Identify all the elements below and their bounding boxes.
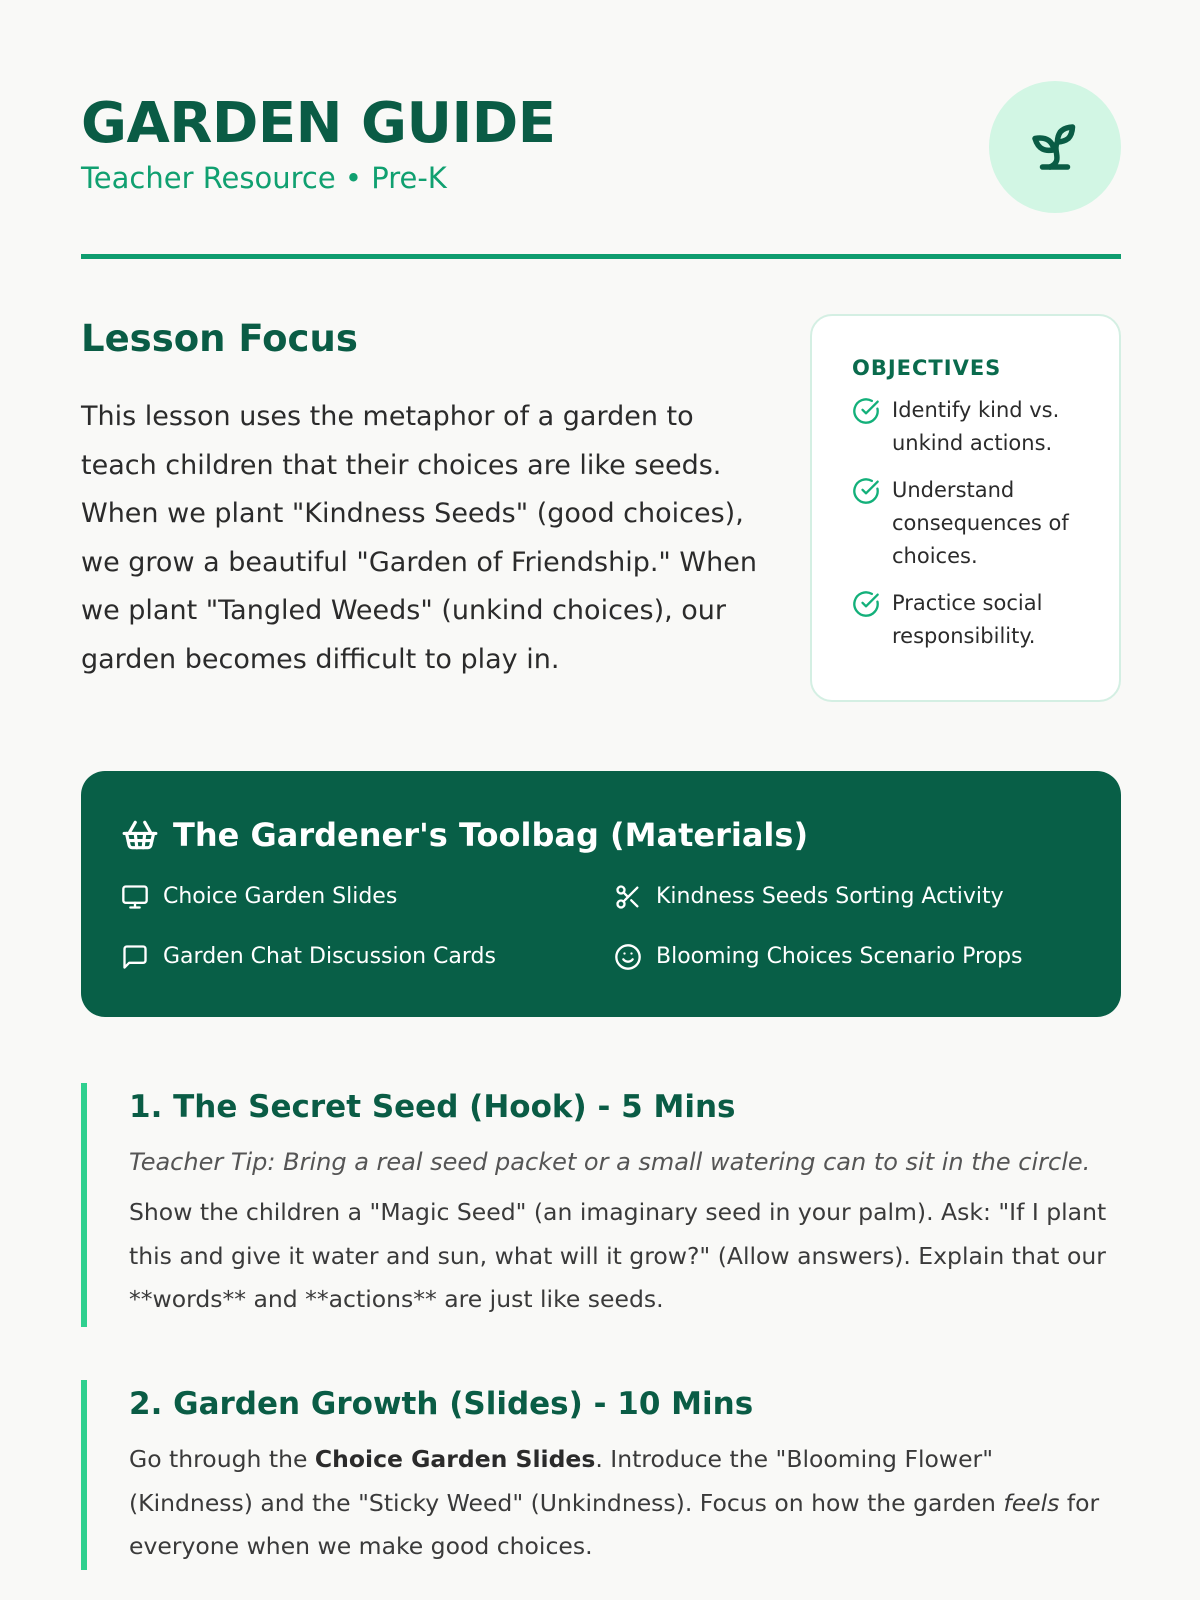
lesson-step [81, 1380, 1121, 1570]
step-body [129, 1438, 1121, 1569]
material-item [121, 883, 397, 911]
material-item [121, 943, 496, 971]
material-item [614, 943, 1023, 971]
sprout-icon [1025, 117, 1085, 177]
material-item [614, 883, 1004, 911]
materials-title: The Gardener's Toolbag (Materials) [173, 816, 809, 854]
step-body-text: for everyone when we make good choices. [129, 1488, 1100, 1560]
smile-icon [614, 943, 642, 971]
step-body-text: Go through the [129, 1445, 315, 1473]
objective-text: Identify kind vs. unkind actions. [892, 398, 1060, 455]
step-body-text: . Introduce the "Blooming Flower" (Kindness) and the "Sticky Weed" (Unkindness). Focus on how the garden [129, 1445, 1004, 1517]
material-label: Blooming Choices Scenario Props [656, 944, 1023, 969]
lesson-focus-text: This lesson uses the metaphor of a garden to teach children that their choices are like seeds. When we plant "Kindness Seeds" (good choices), we grow a beautiful "Garden of Friendship." When we plant "Tangled Weeds" (unkind choices), our garden becomes difficult to play in. [81, 401, 757, 675]
monitor-icon [121, 883, 149, 911]
step-body-italic: feels [1003, 1488, 1060, 1517]
objective-item [852, 587, 1089, 653]
material-label: Kindness Seeds Sorting Activity [656, 884, 1004, 909]
message-square-icon [121, 943, 149, 971]
step-title: 2. Garden Growth (Slides) - 10 Mins [129, 1386, 754, 1422]
logo-badge [989, 81, 1121, 213]
step-body-emphasis: Choice Garden Slides [314, 1445, 596, 1473]
materials-header [121, 815, 808, 855]
header-divider [81, 254, 1121, 259]
objective-item [852, 474, 1089, 573]
page-subtitle: Teacher Resource • Pre-K [81, 161, 447, 195]
materials-panel [81, 771, 1121, 1017]
header [81, 92, 1121, 262]
step-teacher-tip: Teacher Tip: Bring a real seed packet or a small watering can to sit in the circle. [129, 1148, 1091, 1176]
objectives-title: OBJECTIVES [852, 356, 1002, 380]
check-circle-icon [852, 477, 880, 505]
step-title: 1. The Secret Seed (Hook) - 5 Mins [129, 1089, 736, 1125]
objective-text: Understand consequences of choices. [892, 478, 1069, 568]
lesson-focus-heading: Lesson Focus [81, 317, 358, 360]
page-title: GARDEN GUIDE [81, 91, 556, 156]
objective-item [852, 394, 1089, 460]
step-body: Show the children a "Magic Seed" (an imaginary seed in your palm). Ask: "If I plant this and give it water and sun, what will it grow?" (Allow answers). Explain that our **words** and **actions** are just like seeds. [129, 1198, 1107, 1313]
objective-text: Practice social responsibility. [892, 591, 1043, 648]
scissors-icon [614, 883, 642, 911]
basket-icon [121, 816, 159, 854]
lesson-step [81, 1083, 1121, 1327]
material-label: Choice Garden Slides [163, 884, 398, 909]
check-circle-icon [852, 590, 880, 618]
check-circle-icon [852, 397, 880, 425]
objectives-card [810, 314, 1121, 702]
material-label: Garden Chat Discussion Cards [163, 944, 496, 969]
